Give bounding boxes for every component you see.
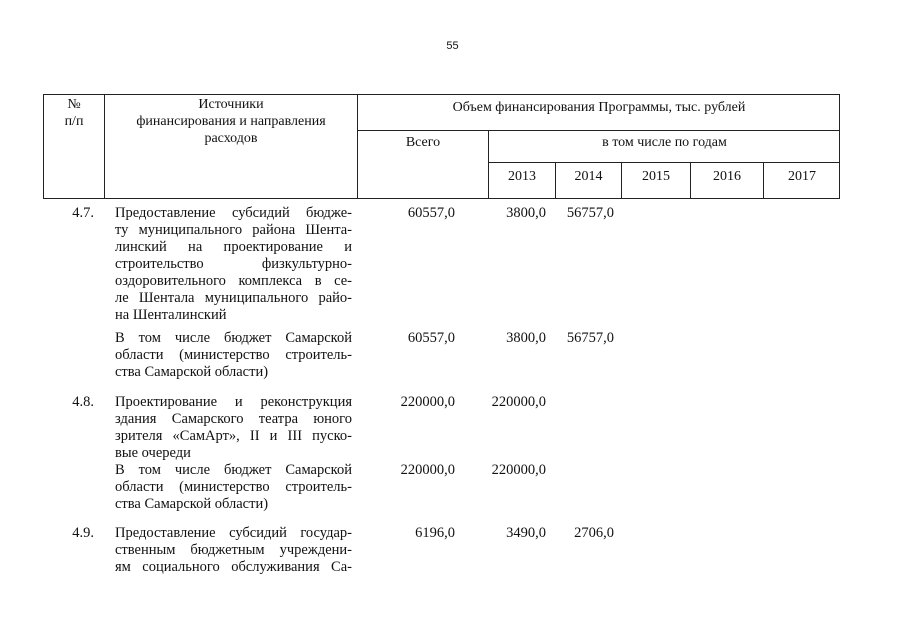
- header-number: [44, 96, 104, 130]
- header-volume: Объем финансирования Программы, тыс. рублей: [452, 100, 746, 115]
- total-value: 60557,0: [407, 205, 455, 221]
- header-source-line: расходов: [204, 131, 258, 146]
- description-line: Предоставление субсидий государ-: [115, 525, 352, 541]
- description-line: линский на проектирование и: [115, 239, 352, 255]
- page-number: 55: [446, 40, 459, 52]
- description-line: ям социального обслуживания Са-: [115, 559, 352, 575]
- description-line: ственным бюджетным учреждени-: [115, 542, 352, 558]
- description-line: В том числе бюджет Самарской: [115, 462, 352, 478]
- value-2013: 3490,0: [506, 525, 546, 541]
- description-line: ту муниципального района Шента-: [115, 222, 352, 238]
- header-source-line: финансирования и направления: [136, 114, 326, 129]
- row-number: 4.7.: [72, 205, 94, 221]
- description-line: на Шенталинский: [115, 307, 227, 323]
- row-description: [115, 462, 352, 513]
- description-line: области (министерство строитель-: [115, 479, 352, 495]
- header-year: 2013: [508, 169, 536, 184]
- header-year: 2016: [713, 169, 741, 184]
- header-year: 2015: [642, 169, 670, 184]
- value-2013: 3800,0: [506, 205, 546, 221]
- total-value: 60557,0: [407, 330, 455, 346]
- description-line: строительство физкультурно-: [115, 256, 352, 272]
- header-total: Всего: [405, 135, 441, 150]
- header-year: 2014: [574, 169, 603, 184]
- row-number: 4.9.: [72, 525, 94, 541]
- header-source: [105, 96, 357, 147]
- header-year: 2017: [788, 169, 816, 184]
- row-number: 4.8.: [72, 394, 94, 410]
- description-line: ства Самарской области): [115, 364, 269, 380]
- description-line: Предоставление субсидий бюдже-: [115, 205, 352, 221]
- header-number-line: №: [67, 97, 81, 112]
- total-value: 6196,0: [415, 525, 455, 541]
- description-line: зрителя «СамАрт», II и III пуско-: [115, 428, 352, 444]
- description-line: Проектирование и реконструкция: [115, 394, 352, 410]
- header-number-line: п/п: [64, 114, 84, 129]
- value-2014: 56757,0: [566, 205, 614, 221]
- description-line: здания Самарского театра юного: [115, 411, 352, 427]
- description-line: оздоровительного комплекса в се-: [115, 273, 352, 289]
- row-divider: [488, 162, 840, 163]
- description-line: ства Самарской области): [115, 496, 269, 512]
- value-2013: 220000,0: [491, 462, 546, 478]
- description-line: области (министерство строитель-: [115, 347, 352, 363]
- value-2013: 3800,0: [506, 330, 546, 346]
- value-2014: 2706,0: [574, 525, 614, 541]
- total-value: 220000,0: [400, 394, 455, 410]
- header-source-line: Источники: [198, 97, 264, 112]
- row-description: [115, 394, 352, 462]
- total-value: 220000,0: [400, 462, 455, 478]
- description-line: вые очереди: [115, 445, 191, 461]
- value-2013: 220000,0: [491, 394, 546, 410]
- description-line: В том числе бюджет Самарской: [115, 330, 352, 346]
- row-description: [115, 525, 352, 576]
- description-line: ле Шентала муниципального райо-: [115, 290, 352, 306]
- value-2014: 56757,0: [566, 330, 614, 346]
- row-description: [115, 205, 352, 324]
- row-description: [115, 330, 352, 381]
- row-divider: [357, 130, 840, 131]
- header-by-years: в том числе по годам: [602, 135, 727, 150]
